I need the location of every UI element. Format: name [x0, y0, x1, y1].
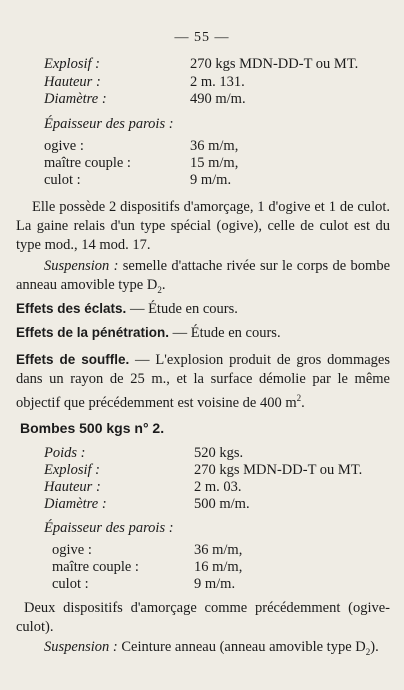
spec-label: Explosif :: [44, 56, 100, 72]
effets-text: — Étude en cours.: [169, 325, 281, 341]
souffle-superscript: 2: [296, 393, 302, 403]
effets-label: Effets des éclats.: [16, 301, 127, 316]
souffle-text: — L'explosion produit de gros dommages dans un rayon de 25 m., et la surface démolie par le même objectif que précédemment est voisine de 400 m: [16, 352, 390, 411]
wall-label: ogive :: [52, 542, 92, 558]
wall-value: 9 m/m.: [194, 576, 236, 592]
suspension-subscript: 2: [365, 646, 371, 657]
suspension-subscript: 2: [157, 284, 162, 295]
spec-value: 2 m. 131.: [190, 74, 245, 90]
wall-label: maître couple :: [44, 155, 131, 171]
spec-value: 500 m/m.: [194, 496, 250, 512]
section-heading-bombes-500: Bombes 500 kgs n° 2.: [20, 420, 165, 436]
suspension-text: semelle d'attache rivée sur le corps de bombe anneau amovible type D: [16, 258, 391, 293]
wall-value: 9 m/m.: [190, 172, 232, 188]
spec-label: Hauteur :: [44, 479, 101, 495]
suspension-label: Suspension :: [44, 639, 118, 655]
souffle-label: Effets de souffle.: [16, 352, 130, 367]
paragraph-suspension-2: [16, 638, 390, 662]
wall-value: 36 m/m,: [190, 138, 239, 154]
suspension-label: Suspension :: [44, 258, 119, 274]
spec-label: Diamètre :: [44, 91, 107, 107]
wall-value: 16 m/m,: [194, 559, 243, 575]
walls-title: Épaisseur des parois :: [44, 116, 174, 132]
paragraph-amorcage: Elle possède 2 dispositifs d'amorçage, 1 d'ogive et 1 de culot. La gaine relais d'un type spécial (ogive), celle de culot est du type mod., 14 mod. 17.: [16, 199, 390, 253]
spec-label: Hauteur :: [44, 74, 101, 90]
walls-title: Épaisseur des parois :: [44, 520, 174, 536]
spec-value: 270 kgs MDN-DD-T ou MT.: [190, 56, 359, 72]
paragraph-souffle: [16, 350, 390, 413]
suspension-text: Ceinture anneau (anneau amovible type D: [121, 639, 366, 655]
spec-value: 270 kgs MDN-DD-T ou MT.: [194, 462, 363, 478]
suspension-end: .: [161, 277, 166, 293]
paragraph-deux-dispositifs: Deux dispositifs d'amorçage comme précédemment (ogive-culot).: [16, 600, 390, 635]
wall-value: 15 m/m,: [190, 155, 239, 171]
spec-label: Poids :: [44, 445, 86, 461]
spec-label: Diamètre :: [44, 496, 107, 512]
effets-eclats: [16, 299, 396, 319]
suspension-end: ).: [370, 639, 379, 655]
spec-value: 490 m/m.: [190, 91, 246, 107]
souffle-end: .: [301, 394, 305, 411]
wall-label: maître couple :: [52, 559, 139, 575]
effets-text: — Étude en cours.: [126, 301, 238, 317]
paragraph-suspension: [16, 257, 390, 300]
effets-label: Effets de la pénétration.: [16, 325, 170, 340]
spec-value: 520 kgs.: [194, 445, 244, 461]
effets-penetration: [16, 323, 396, 343]
wall-label: culot :: [52, 576, 89, 592]
spec-value: 2 m. 03.: [194, 479, 242, 495]
page-number: — 55 —: [174, 30, 230, 45]
wall-label: culot :: [44, 172, 81, 188]
wall-label: ogive :: [44, 138, 84, 154]
wall-value: 36 m/m,: [194, 542, 243, 558]
spec-label: Explosif :: [44, 462, 100, 478]
